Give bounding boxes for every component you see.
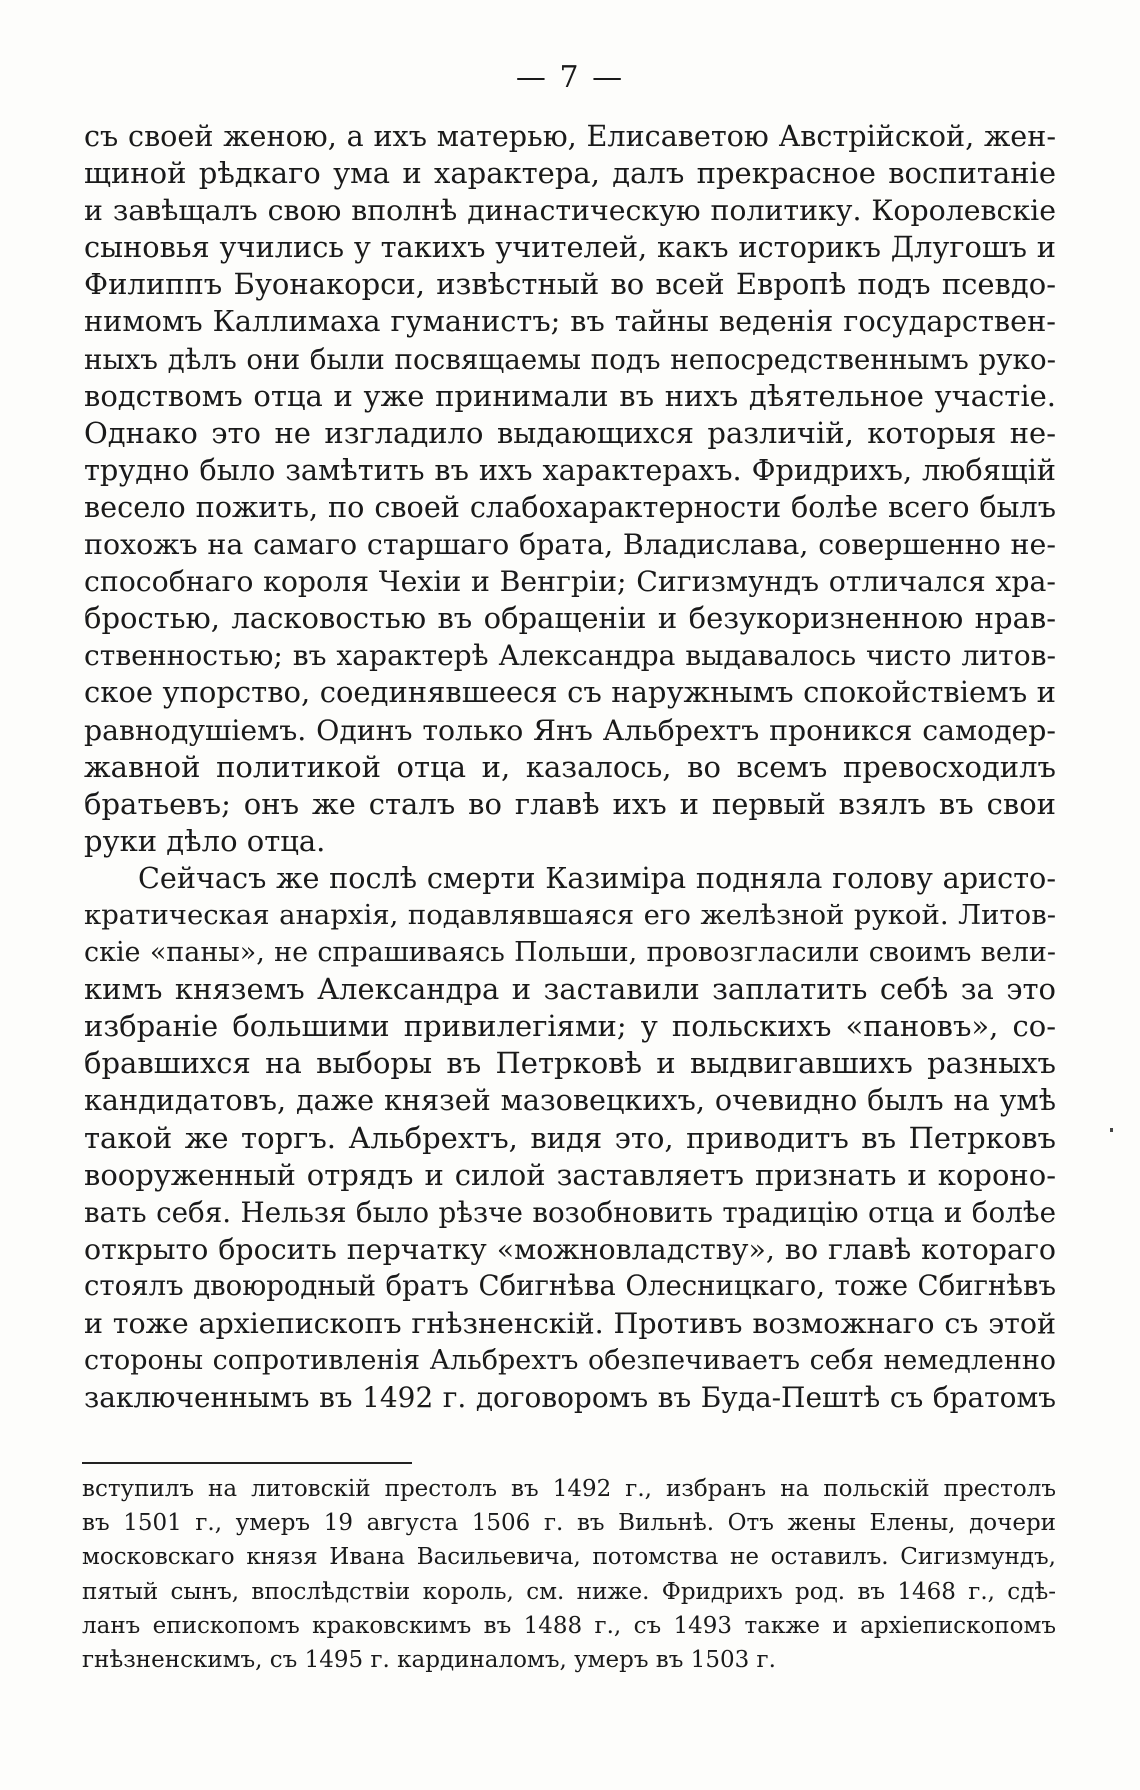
text-line: скіе «паны», не спрашиваясь Польши, провозгласили своимъ вели- bbox=[84, 937, 1056, 969]
footnote-line: гнѣзненскимъ, съ 1495 г. кардиналомъ, умеръ въ 1503 г. bbox=[82, 1646, 776, 1673]
main-text bbox=[84, 118, 1056, 1416]
text-line: открыто бросить перчатку «можновладству», во главѣ котораго bbox=[84, 1232, 1056, 1266]
text-line: Сейчасъ же послѣ смерти Казиміра подняла голову аристо- bbox=[138, 860, 1056, 895]
footnote bbox=[82, 1472, 1056, 1677]
text-line: вооруженный отрядъ и силой заставляетъ признать и короно- bbox=[84, 1157, 1056, 1192]
text-line: похожъ на самаго старшаго брата, Владислава, совершенно не- bbox=[84, 528, 1056, 562]
text-line: ныхъ дѣлъ они были посвящаемы подъ непосредственнымъ руко- bbox=[84, 342, 1056, 376]
text-line: способнаго короля Чехіи и Венгріи; Сигизмундъ отличался хра- bbox=[84, 565, 1056, 599]
text-line: Однако это не изгладило выдающихся различій, которыя не- bbox=[84, 415, 1056, 450]
footnote-line: пятый сынъ, впослѣдствіи король, см. ниже. Фридрихъ род. въ 1468 г., сдѣ- bbox=[82, 1578, 1056, 1605]
text-line: и завѣщалъ свою вполнѣ династическую политику. Королевскіе bbox=[84, 194, 1056, 228]
text-line: бростью, ласковостью въ обращеніи и безукоризненною нрав- bbox=[84, 601, 1056, 636]
text-line: стоялъ двоюродный братъ Сбигнѣва Олесницкаго, тоже Сбигнѣвъ bbox=[84, 1269, 1056, 1302]
text-line: братьевъ; онъ же сталъ во главѣ ихъ и первый взялъ въ свои bbox=[84, 786, 1056, 821]
footnote-line: ланъ епископомъ краковскимъ въ 1488 г., съ 1493 также и архіепископомъ bbox=[82, 1612, 1056, 1639]
text-line: и тоже архіепископъ гнѣзненскій. Противъ возможнаго съ этой bbox=[84, 1307, 1056, 1340]
text-line: ственностью; въ характерѣ Александра выдавалось чисто литов- bbox=[84, 639, 1056, 673]
paragraph-1 bbox=[84, 118, 1056, 860]
paragraph-2 bbox=[84, 860, 1056, 1416]
text-line: трудно было замѣтить въ ихъ характерахъ. Фридрихъ, любящій bbox=[84, 452, 1056, 487]
text-line: вать себя. Нельзя было рѣзче возобновить традицію отца и болѣе bbox=[84, 1195, 1056, 1229]
text-line: весело пожить, по своей слабохарактерности болѣе всего былъ bbox=[84, 489, 1056, 524]
text-line: щиной рѣдкаго ума и характера, далъ прекрасное воспитаніе bbox=[84, 156, 1056, 191]
footnote-line: московскаго князя Ивана Васильевича, потомства не оставилъ. Сигизмундъ, bbox=[82, 1544, 1056, 1571]
text-line: кимъ княземъ Александра и заставили заплатить себѣ за это bbox=[84, 972, 1056, 1007]
ink-speck bbox=[1110, 1128, 1113, 1132]
text-line: водствомъ отца и уже принимали въ нихъ дѣятельное участіе. bbox=[84, 378, 1056, 413]
text-line: съ своей женою, а ихъ матерью, Елисаветою Австрійской, жен- bbox=[84, 119, 1056, 153]
page-number: — 7 — bbox=[515, 60, 625, 95]
text-line: равнодушіемъ. Одинъ только Янъ Альбрехтъ проникся самодер- bbox=[84, 713, 1056, 747]
text-line: избраніе большими привилегіями; у польскихъ «пановъ», со- bbox=[84, 1009, 1056, 1044]
text-line: руки дѣло отца. bbox=[84, 823, 326, 858]
text-line: стороны сопротивленія Альбрехтъ обезпечиваетъ себя немедленно bbox=[84, 1345, 1056, 1377]
text-line: Филиппъ Буонакорси, извѣстный во всей Европѣ подъ псевдо- bbox=[84, 267, 1056, 302]
text-line: сыновья учились у такихъ учителей, какъ историкъ Длугошъ и bbox=[84, 230, 1056, 265]
footnote-line: вступилъ на литовскій престолъ въ 1492 г., избранъ на польскій престолъ bbox=[82, 1476, 1056, 1502]
footnote-line: въ 1501 г., умеръ 19 августа 1506 г. въ Вильнѣ. Отъ жены Елены, дочери bbox=[82, 1510, 1056, 1537]
footnote-divider bbox=[82, 1462, 412, 1464]
text-line: кратическая анархія, подавлявшаяся его желѣзной рукой. Литов- bbox=[84, 898, 1056, 931]
text-line: ское упорство, соединявшееся съ наружнымъ спокойствіемъ и bbox=[84, 675, 1056, 710]
text-line: такой же торгъ. Альбрехтъ, видя это, приводитъ въ Петрковъ bbox=[84, 1120, 1056, 1155]
text-line: жавной политикой отца и, казалось, во всемъ превосходилъ bbox=[84, 749, 1056, 784]
text-line: бравшихся на выборы въ Петрковѣ и выдвигавшихъ разныхъ bbox=[84, 1046, 1056, 1081]
text-line: нимомъ Каллимаха гуманистъ; въ тайны веденія государствен- bbox=[84, 304, 1056, 339]
text-line: кандидатовъ, даже князей мазовецкихъ, очевидно былъ на умѣ bbox=[84, 1083, 1056, 1118]
text-line: заключеннымъ въ 1492 г. договоромъ въ Буда-Пештѣ съ братомъ bbox=[84, 1381, 1056, 1415]
